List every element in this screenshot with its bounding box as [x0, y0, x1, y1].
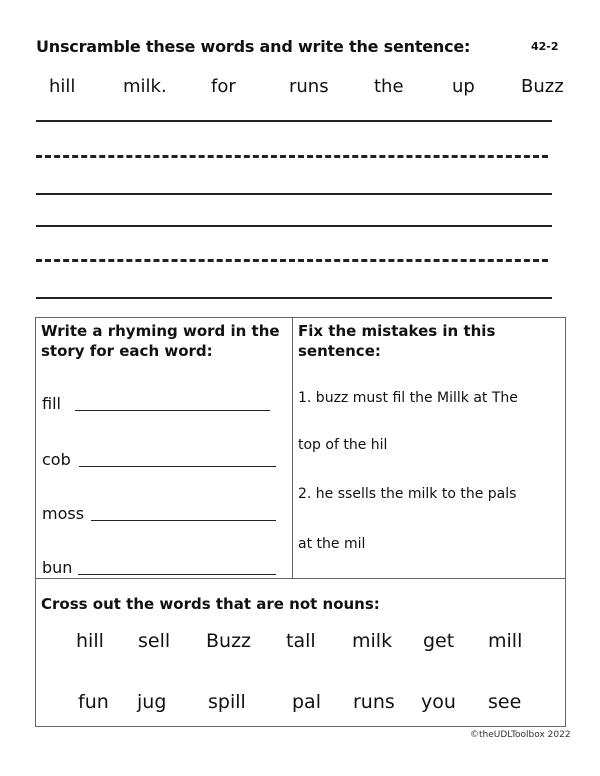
scramble-word: up: [452, 76, 475, 97]
writing-line-base[interactable]: [36, 193, 552, 195]
noun-choice[interactable]: pal: [292, 691, 321, 713]
noun-choice[interactable]: you: [421, 691, 456, 713]
rhyme-word: bun: [42, 558, 73, 577]
noun-choice[interactable]: Buzz: [206, 630, 252, 652]
box-divider-horizontal: [35, 578, 566, 579]
worksheet-title: Unscramble these words and write the sentence:: [36, 37, 471, 56]
mistake-sentence-line: at the mil: [298, 536, 366, 552]
scramble-word: hill: [49, 76, 76, 97]
writing-line-top[interactable]: [36, 120, 552, 122]
scramble-word: for: [211, 76, 236, 97]
nouns-heading: Cross out the words that are not nouns:: [41, 595, 380, 613]
mistake-sentence-line: top of the hil: [298, 437, 388, 453]
scramble-word: the: [374, 76, 404, 97]
mistakes-heading-line1: Fix the mistakes in this: [298, 322, 496, 340]
noun-choice[interactable]: milk: [352, 630, 393, 652]
noun-choice[interactable]: spill: [208, 691, 246, 713]
noun-choice[interactable]: runs: [353, 691, 395, 713]
mistakes-heading-line2: sentence:: [298, 342, 381, 360]
rhyme-answer-blank[interactable]: [75, 410, 270, 411]
mistake-sentence-line: 1. buzz must fil the Millk at The: [298, 390, 518, 406]
writing-line-base[interactable]: [36, 297, 552, 299]
rhyme-answer-blank[interactable]: [78, 574, 276, 575]
mistake-sentence-line: 2. he ssells the milk to the pals: [298, 486, 517, 502]
scramble-word: milk.: [123, 76, 167, 97]
noun-choice[interactable]: tall: [286, 630, 316, 652]
rhyme-heading-line2: story for each word:: [41, 342, 213, 360]
rhyme-answer-blank[interactable]: [79, 466, 276, 467]
worksheet-code: 42-2: [531, 40, 559, 53]
noun-choice[interactable]: hill: [76, 630, 104, 652]
writing-line-top[interactable]: [36, 225, 552, 227]
noun-choice[interactable]: sell: [138, 630, 171, 652]
activity-box: [35, 317, 566, 727]
noun-choice[interactable]: jug: [137, 691, 167, 713]
box-divider-vertical: [292, 317, 293, 579]
rhyme-word: moss: [42, 504, 85, 523]
noun-choice[interactable]: fun: [78, 691, 109, 713]
rhyme-heading-line1: Write a rhyming word in the: [41, 322, 280, 340]
rhyme-answer-blank[interactable]: [91, 520, 276, 521]
noun-choice[interactable]: mill: [488, 630, 523, 652]
copyright-footer: ©theUDLToolbox 2022: [470, 730, 571, 740]
noun-choice[interactable]: see: [488, 691, 522, 713]
rhyme-word: fill: [42, 394, 61, 413]
rhyme-word: cob: [42, 450, 71, 469]
writing-line-midline: [36, 155, 548, 158]
scramble-word: Buzz: [521, 76, 564, 97]
scramble-word: runs: [289, 76, 329, 97]
noun-choice[interactable]: get: [423, 630, 455, 652]
writing-line-midline: [36, 259, 548, 262]
